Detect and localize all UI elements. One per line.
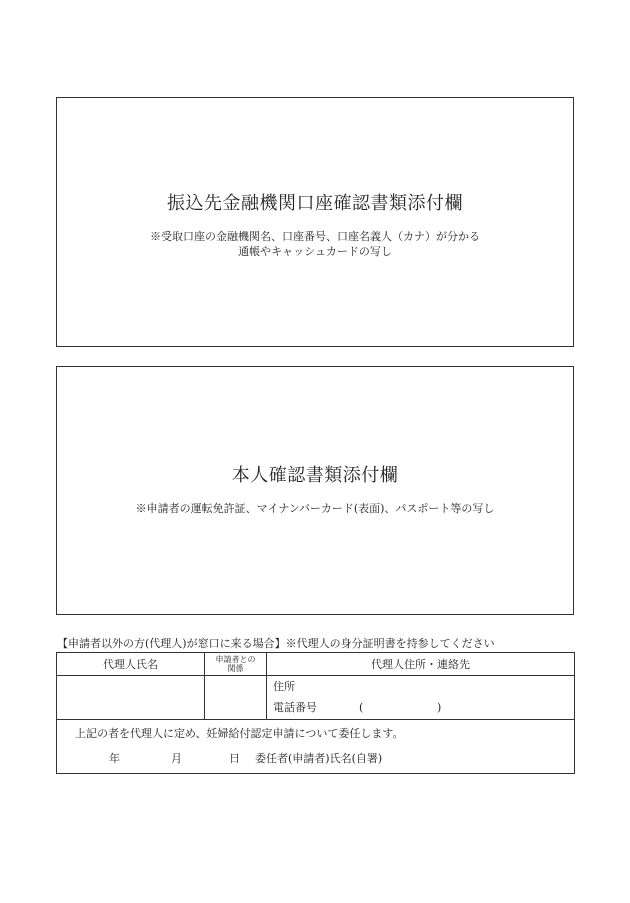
relation-header [205,653,267,676]
relation-field[interactable] [205,676,267,720]
bank-account-attachment-note [150,229,480,259]
identity-document-attachment-title: 本人確認書類添付欄 [231,465,399,486]
bank-note-line1: ※受取口座の金融機関名、口座番号、口座名義人（カナ）が分かる [150,230,480,243]
agent-input-row [57,676,575,720]
day-field[interactable]: 日 [229,751,240,765]
bank-account-attachment-box [56,97,574,347]
year-field[interactable]: 年 [109,751,120,765]
delegation-statement: 上記の者を代理人に定め、妊婦給付認定申請について委任します。 [75,726,404,740]
phone-paren-open: ( [359,701,364,714]
address-field[interactable] [273,676,574,697]
bank-note-line2: 通帳やキャッシュカードの写し [238,245,392,258]
agent-contact-cell [267,676,575,720]
agent-name-field[interactable] [57,676,205,720]
phone-label: 電話番号 [273,701,317,714]
phone-paren-close: ) [437,701,442,714]
delegator-signature-field[interactable]: 委任者(申請者)氏名(自署) [255,751,383,765]
month-field[interactable]: 月 [171,751,182,765]
agent-table [56,652,575,774]
agent-table-header [57,653,575,676]
identity-document-attachment-box [56,366,574,615]
delegation-cell [57,720,575,774]
address-label: 住所 [273,680,295,693]
agent-address-contact-header: 代理人住所・連絡先 [267,653,575,676]
delegation-row [57,720,575,774]
identity-document-attachment-note: ※申請者の運転免許証、マイナンバーカード(表面)、パスポート等の写し [135,502,495,515]
bank-account-attachment-title: 振込先金融機関口座確認書類添付欄 [167,193,463,214]
agent-name-header: 代理人氏名 [57,653,205,676]
relation-header-line1: 申請者との [215,655,256,664]
relation-header-line2: 関係 [227,664,244,673]
signature-line [75,745,574,773]
phone-field[interactable] [273,697,574,719]
agent-section-heading: 【申請者以外の方(代理人)が窓口に来る場合】※代理人の身分証明書を持参してください [57,637,495,650]
